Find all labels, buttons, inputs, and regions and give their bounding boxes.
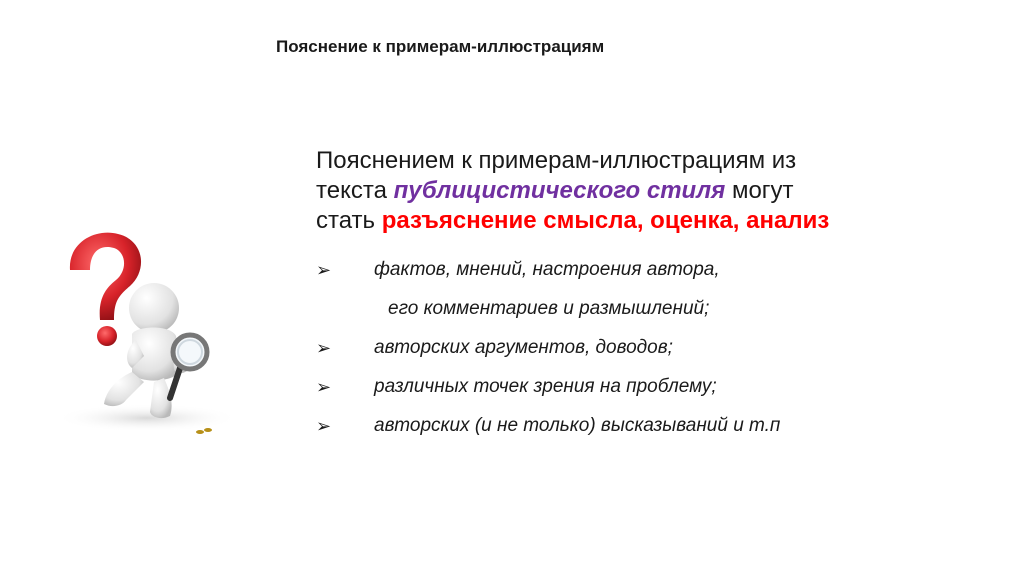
- bullet-text: различных точек зрения на проблему;: [374, 376, 717, 397]
- intro-line-3: [316, 206, 996, 236]
- intro-line-2-accent: публицистического стиля: [393, 177, 726, 204]
- bullet-list: [316, 256, 1006, 451]
- bullet-text: его комментариев и размышлений;: [388, 298, 710, 319]
- intro-line-1: Пояснением к примерам-иллюстрациям из: [316, 147, 797, 174]
- intro-line-2-suffix: могут: [725, 177, 794, 204]
- bullet-text: авторских аргументов, доводов;: [374, 337, 673, 358]
- bullet-text: фактов, мнений, настроения автора,: [374, 259, 720, 280]
- bullet-item: [316, 256, 1006, 295]
- arrow-bullet-icon: ➢: [316, 260, 332, 280]
- arrow-bullet-icon: ➢: [316, 416, 332, 436]
- slide-title: Пояснение к примерам-иллюстрациям: [276, 37, 605, 56]
- bullet-item: [316, 334, 1006, 373]
- intro-paragraph: [316, 146, 996, 236]
- bullet-item: [316, 373, 1006, 412]
- arrow-bullet-icon: ➢: [316, 377, 332, 397]
- intro-line-2: [316, 176, 996, 206]
- question-mark-icon: [70, 233, 141, 346]
- intro-line-2-prefix: текста: [316, 177, 394, 204]
- ground-shadow: [55, 404, 239, 432]
- bullet-item-continuation: [316, 295, 1006, 334]
- bullet-text: авторских (и не только) высказываний и т.п: [374, 415, 781, 436]
- question-figure-illustration: [52, 222, 242, 444]
- intro-line-3-accent: разъяснение смысла, оценка, анализ: [381, 207, 830, 234]
- arrow-bullet-icon: ➢: [316, 338, 332, 358]
- intro-line-3-prefix: стать: [316, 207, 382, 234]
- bullet-item: [316, 412, 1006, 451]
